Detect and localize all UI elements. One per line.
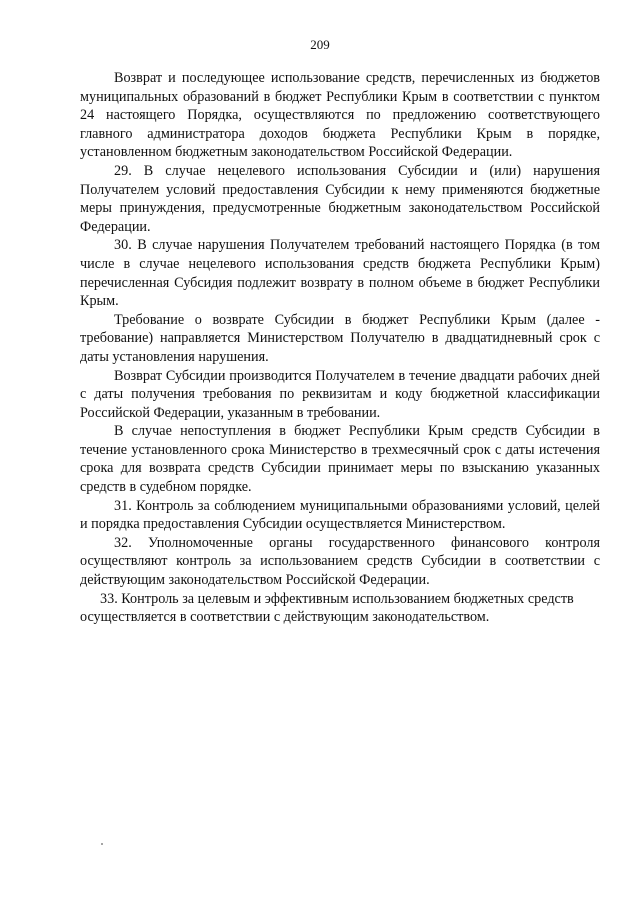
scan-speck (101, 843, 103, 845)
paragraph-31: 31. Контроль за соблюдением муниципальными образованиями условий, целей и порядка предоставления Субсидии осуществляется Министерством. (80, 497, 600, 533)
paragraph-29: 29. В случае нецелевого использования Субсидии и (или) нарушения Получателем условий предоставления Субсидии к нему применяются бюджетные меры принуждения, предусмотренные бюджетным законодательством Российской Федерации. (80, 162, 600, 235)
paragraph-recovery-measures: В случае непоступления в бюджет Республики Крым средств Субсидии в течение установленного срока Министерство в трехмесячный срок с даты истечения срока для возврата средств Субсидии принимает меры по взысканию указанных средств в судебном порядке. (80, 423, 600, 496)
paragraph-33: 33. Контроль за целевым и эффективным использованием бюджетных средств осуществляется в соответствии с действующим законодательством. (80, 590, 574, 626)
paragraph-30: 30. В случае нарушения Получателем требований настоящего Порядка (в том числе в случае нецелевого использования средств бюджета Республики Крым) перечисленная Субсидия подлежит возврату в полном объеме в бюджет Республики Крым. (80, 237, 600, 310)
paragraph-return-deadline: Возврат Субсидии производится Получателем в течение двадцати рабочих дней с даты получения требования по реквизитам и коду бюджетной классификации Российской Федерации, указанным в требовании. (80, 367, 600, 421)
page-number: 209 (310, 37, 330, 52)
paragraph-return-requirement: Требование о возврате Субсидии в бюджет Республики Крым (далее - требование) направляется Министерством Получателю в двадцатидневный срок с даты установления нарушения. (80, 311, 600, 365)
paragraph-32: 32. Уполномоченные органы государственного финансового контроля осуществляют контроль за использованием средств Субсидии в соответствии с действующим законодательством Российской Федерации. (80, 534, 600, 589)
document-body (80, 69, 600, 627)
paragraph-budget-return: Возврат и последующее использование средств, перечисленных из бюджетов муниципальных образований в бюджет Республики Крым в соответствии с пунктом 24 настоящего Порядка, осуществляются по предложению соответствующего главного администратора доходов бюджета Республики Крым в порядке, установленном бюджетным законодательством Российской Федерации. (80, 70, 600, 161)
